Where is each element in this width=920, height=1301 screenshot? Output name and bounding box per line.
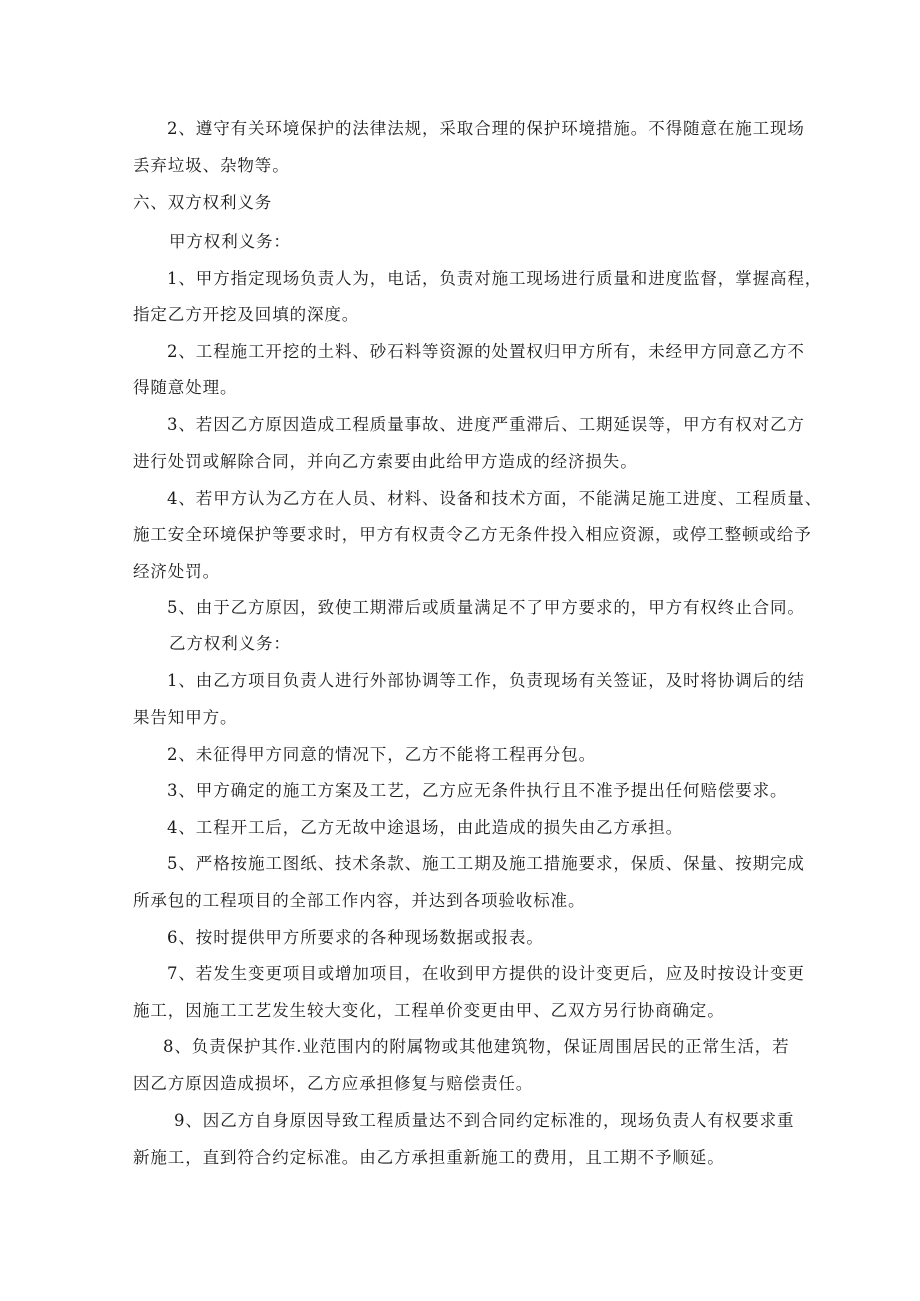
party-b-item-4-line-1: 4、工程开工后，乙方无故中途退场，由此造成的损失由乙方承担。 — [167, 818, 683, 837]
party-a-item-1-line-1: 1、甲方指定现场负责人为，电话，负责对施工现场进行质量和进度监督，掌握高程， — [167, 269, 823, 288]
party-b-item-3-line-1: 3、甲方确定的施工方案及工艺，乙方应无条件执行且不准予提出任何赔偿要求。 — [167, 781, 788, 800]
party-b-item-6-line-1: 6、按时提供甲方所要求的各种现场数据或报表。 — [167, 928, 544, 947]
party-a-item-1-line-2: 指定乙方开挖及回填的深度。 — [133, 305, 360, 324]
party-a-item-4-line-1: 4、若甲方认为乙方在人员、材料、设备和技术方面，不能满足施工进度、工程质量、 — [167, 489, 823, 508]
party-b-item-2-line-1: 2、未征得甲方同意的情况下，乙方不能将工程再分包。 — [167, 745, 596, 764]
party-a-item-3-line-2: 进行处罚或解除合同，并向乙方索要由此给甲方造成的经济损失。 — [133, 452, 638, 471]
party-b-item-7-line-2: 施工，因施工工艺发生较大变化，工程单价变更由甲、乙双方另行协商确定。 — [133, 1001, 725, 1020]
env-item-2-line-1: 2、遵守有关环境保护的法律法规，采取合理的保护环境措施。不得随意在施工现场 — [167, 119, 805, 138]
party-a-item-4-line-2: 施工安全环境保护等要求时，甲方有权责令乙方无条件投入相应资源，或停工整顿或给予 — [133, 525, 812, 544]
party-b-item-9-line-2: 新施工，直到符合约定标准。由乙方承担重新施工的费用，且工期不予顺延。 — [133, 1148, 725, 1167]
party-a-item-3-line-1: 3、若因乙方原因造成工程质量事故、进度严重滞后、工期延误等，甲方有权对乙方 — [167, 415, 805, 434]
party-b-item-9-line-1: 9、因乙方自身原因导致工程质量达不到合同约定标准的，现场负责人有权要求重 — [174, 1111, 795, 1130]
party-a-item-4-line-3: 经济处罚。 — [133, 562, 220, 581]
party-b-item-5-line-1: 5、严格按施工图纸、技术条款、施工工期及施工措施要求，保质、保量、按期完成 — [167, 854, 805, 873]
section-six-heading: 六、双方权利义务 — [133, 193, 273, 212]
party-b-heading: 乙方权利义务： — [169, 634, 291, 653]
env-item-2-line-2: 丢弃垃圾、杂物等。 — [133, 156, 290, 175]
party-b-item-5-line-2: 所承包的工程项目的全部工作内容，并达到各项验收标准。 — [133, 891, 586, 910]
party-a-item-2-line-2: 得随意处理。 — [133, 378, 238, 397]
party-b-item-1-line-1: 1、由乙方项目负责人进行外部协调等工作，负责现场有关签证，及时将协调后的结 — [167, 671, 805, 690]
party-a-item-2-line-1: 2、工程施工开挖的土料、砂石料等资源的处置权归甲方所有，未经甲方同意乙方不 — [167, 342, 805, 361]
party-a-item-5-line-1: 5、由于乙方原因，致使工期滞后或质量满足不了甲方要求的，甲方有权终止合同。 — [167, 598, 805, 617]
party-b-item-1-line-2: 果告知甲方。 — [133, 708, 238, 727]
party-a-heading: 甲方权利义务： — [169, 232, 291, 251]
party-b-item-8-line-2: 因乙方原因造成损坏，乙方应承担修复与赔偿责任。 — [133, 1074, 534, 1093]
party-b-item-7-line-1: 7、若发生变更项目或增加项目，在收到甲方提供的设计变更后，应及时按设计变更 — [167, 964, 805, 983]
party-b-item-8-line-1: 8、负责保护其作.业范围内的附属物或其他建筑物，保证周围居民的正常生活，若 — [163, 1037, 790, 1056]
